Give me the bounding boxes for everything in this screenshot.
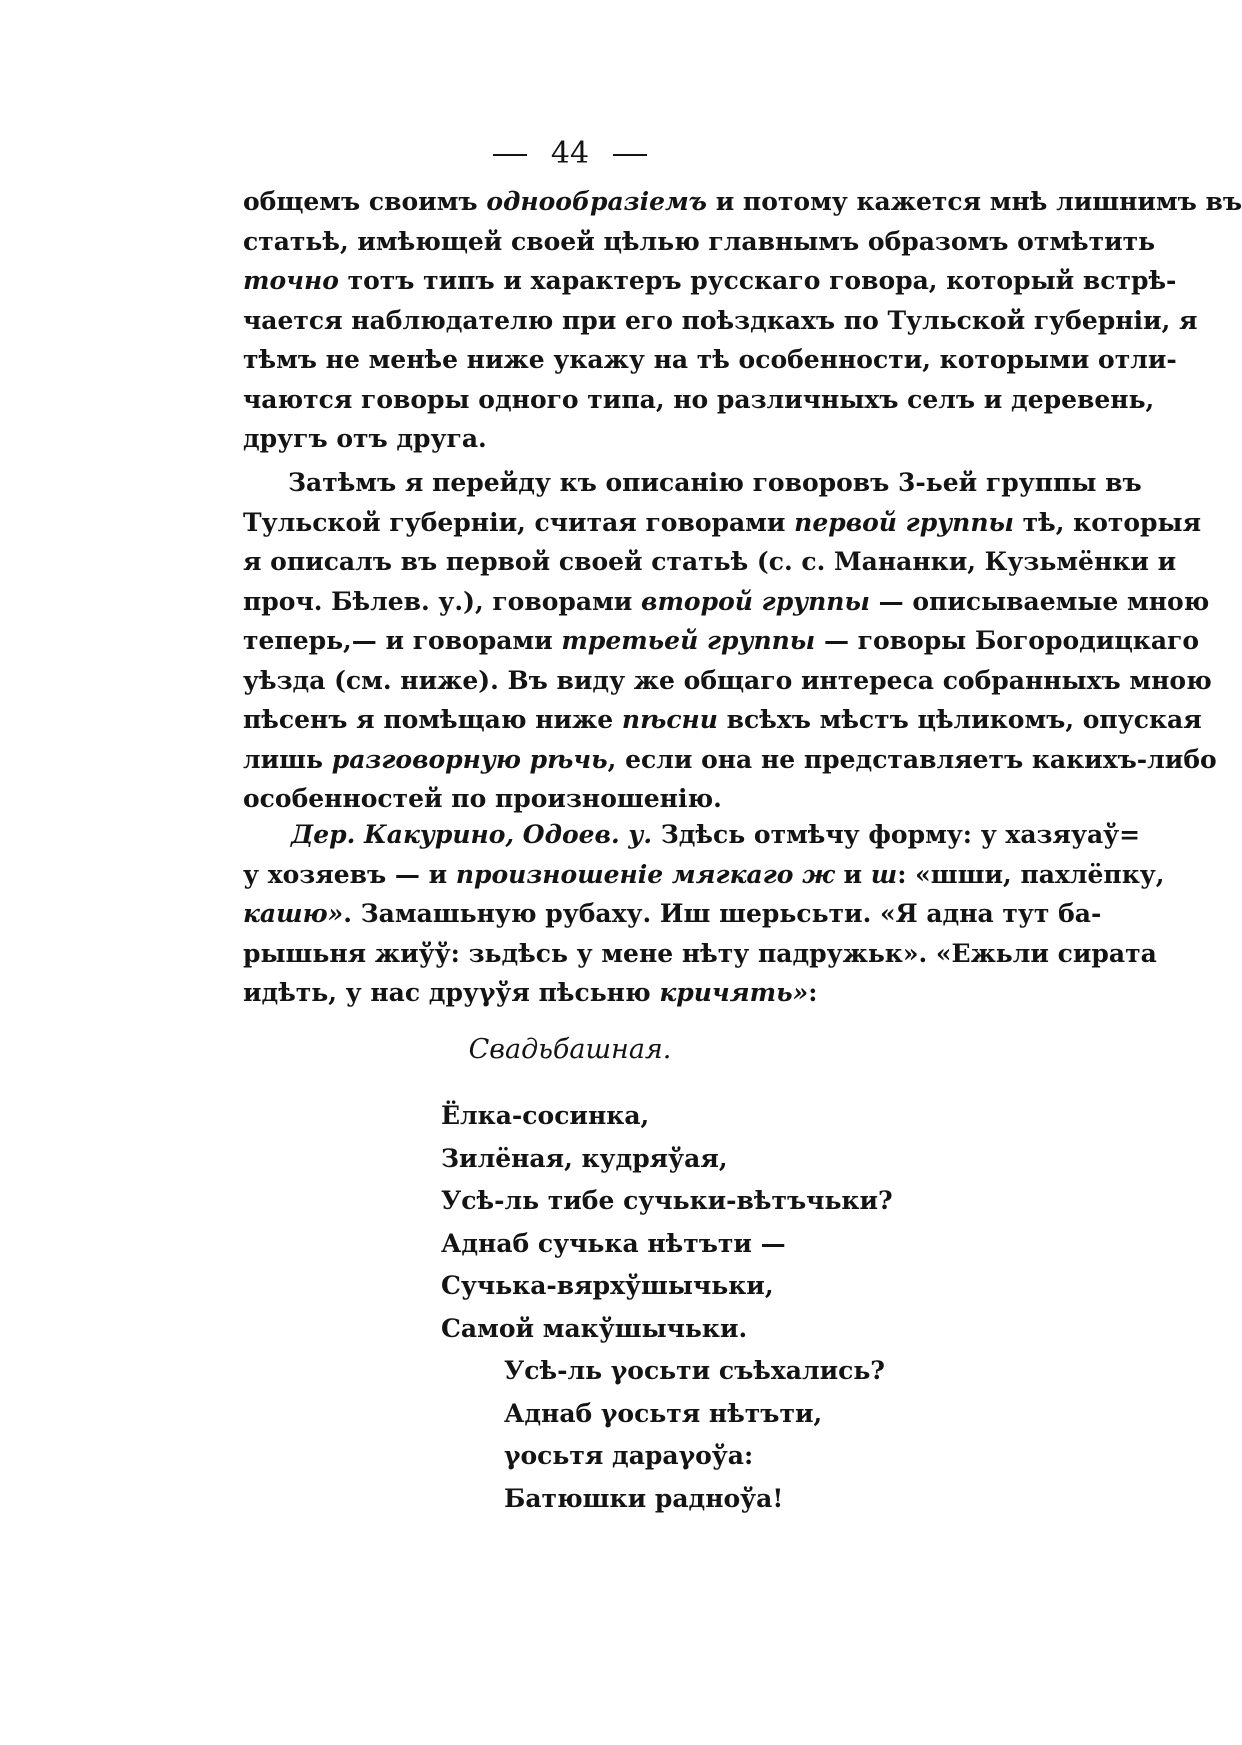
text-line [243,700,1202,740]
poem-line: Аднаб сучька нѣтъти — [441,1228,786,1258]
poem-line: Сучька-вярхўшычьки, [441,1271,774,1300]
page-number-left-dash [493,154,527,156]
italic-run: кричять» [659,978,809,1007]
paragraph-1 [243,182,1242,459]
italic-run: третьей группы [561,626,816,655]
text-run: тѣмъ не менѣе ниже укажу на тѣ особенности, которыми отли- [243,345,1177,374]
poem-line: Усѣ-ль γосьти съѣхались? [504,1356,885,1385]
poem-line: Усѣ-ль тибе сучьки-вѣтъчьки? [441,1186,893,1215]
text-line [243,463,1142,503]
text-run: идѣть, у нас друγўя пѣсьню [243,978,660,1007]
text-run: уѣзда (см. ниже). Въ виду же общаго интереса собранныхъ мною [243,665,1212,695]
text-run: особенностей по произношенiю. [243,784,722,813]
page-number [0,136,1140,172]
italic-run: однообразiемъ [486,187,707,216]
poem-line: Батюшки радноўа! [504,1483,784,1513]
text-run: проч. Бѣлев. у.), говорами [243,586,642,616]
text-run: теперь,— и говорами [243,626,562,655]
text-line [243,779,1031,819]
text-run: и [834,859,871,889]
italic-run: точно [243,266,339,295]
text-line [243,582,1210,622]
text-run: другъ отъ друга. [243,424,487,453]
paragraph-3 [243,815,1165,1013]
text-line [243,934,1157,974]
text-line [243,661,1212,701]
italic-run: пѣсни [621,705,718,734]
text-run: тѣ, которыя [1013,507,1202,537]
text-run: Здѣсь отмѣчу форму: у хазяуаў= [652,820,1141,849]
text-line [243,380,1155,420]
poem-line: Ёлка-сосинка, [441,1101,650,1130]
text-run: — говоры Богородицкаго [815,626,1200,655]
text-run: и потому кажется мнѣ лишнимъ въ [706,187,1242,216]
text-line [243,340,1177,380]
text-line [243,973,1031,1013]
text-run: : [808,978,818,1007]
text-run: . Замашьную рубаху. Иш шерьсьти. «Я адна тут ба- [343,899,1102,928]
poem-line: Самой макўшычьки. [441,1313,748,1343]
text-line [243,894,1102,934]
text-run: всѣхъ мѣстъ цѣликомъ, опуская [717,705,1202,734]
italic-run: разговорную рѣчь [331,744,608,774]
text-line [243,542,1177,582]
text-run: чается наблюдателю при его поѣздкахъ по Тульской губернiи, я [243,305,1198,335]
text-line [243,815,1141,855]
poem-title: Свадьбашная. [468,1034,672,1065]
page-number-right-dash [613,154,647,156]
italic-run: второй группы [641,586,870,616]
text-run: : «шши, пахлёпку, [897,859,1165,889]
text-run: я описалъ въ первой своей статьѣ (с. с. Мананки, Кузьмёнки и [243,547,1177,576]
text-line [243,855,1165,895]
paragraph-2 [243,463,1217,819]
text-run: , если она не представляетъ какихъ-либо [607,744,1217,774]
poem-line: Зилёная, кудряўая, [441,1143,728,1173]
text-run: — описываемые мною [869,586,1210,616]
italic-run: произношенiе мягкаго ж [455,859,835,889]
poem-line: Аднаб γосьтя нѣтъти, [504,1398,823,1428]
text-line [243,182,1242,222]
text-line [243,621,1200,661]
italic-run: кашю» [243,899,344,928]
text-run: пѣсенъ я помѣщаю ниже [243,705,622,734]
text-run: статьѣ, имѣющей своей цѣлью главнымъ образомъ отмѣтить [243,226,1156,256]
page-number-value: 44 [550,136,590,171]
text-line [243,222,1156,262]
text-run: лишь [243,744,332,774]
text-run: рышьня жиўў: зьдѣсь у мене нѣту падружьк». «Ежьли сирата [243,938,1157,968]
text-line [243,503,1202,543]
text-run: тотъ типъ и характеръ русскаго говора, который встрѣ- [338,266,1177,295]
text-run: чаются говоры одного типа, но различныхъ селъ и деревень, [243,384,1155,414]
text-line [243,419,1031,459]
text-line [243,301,1198,341]
italic-run: Дер. Какурино, Одоев. у. [291,820,653,849]
text-run: общемъ своимъ [243,187,487,216]
poem-line: γосьтя дараγоўа: [504,1441,754,1470]
italic-run: первой группы [794,507,1014,537]
italic-run: ш [870,859,898,889]
poem [441,1095,901,1520]
text-run: у хозяевъ — и [243,859,456,889]
text-line [243,261,1177,301]
text-run: Затѣмъ я перейду къ описанiю говоровъ 3-ьей группы въ [288,468,1142,497]
text-line [243,740,1217,780]
text-run: Тульской губернiи, считая говорами [243,507,795,537]
